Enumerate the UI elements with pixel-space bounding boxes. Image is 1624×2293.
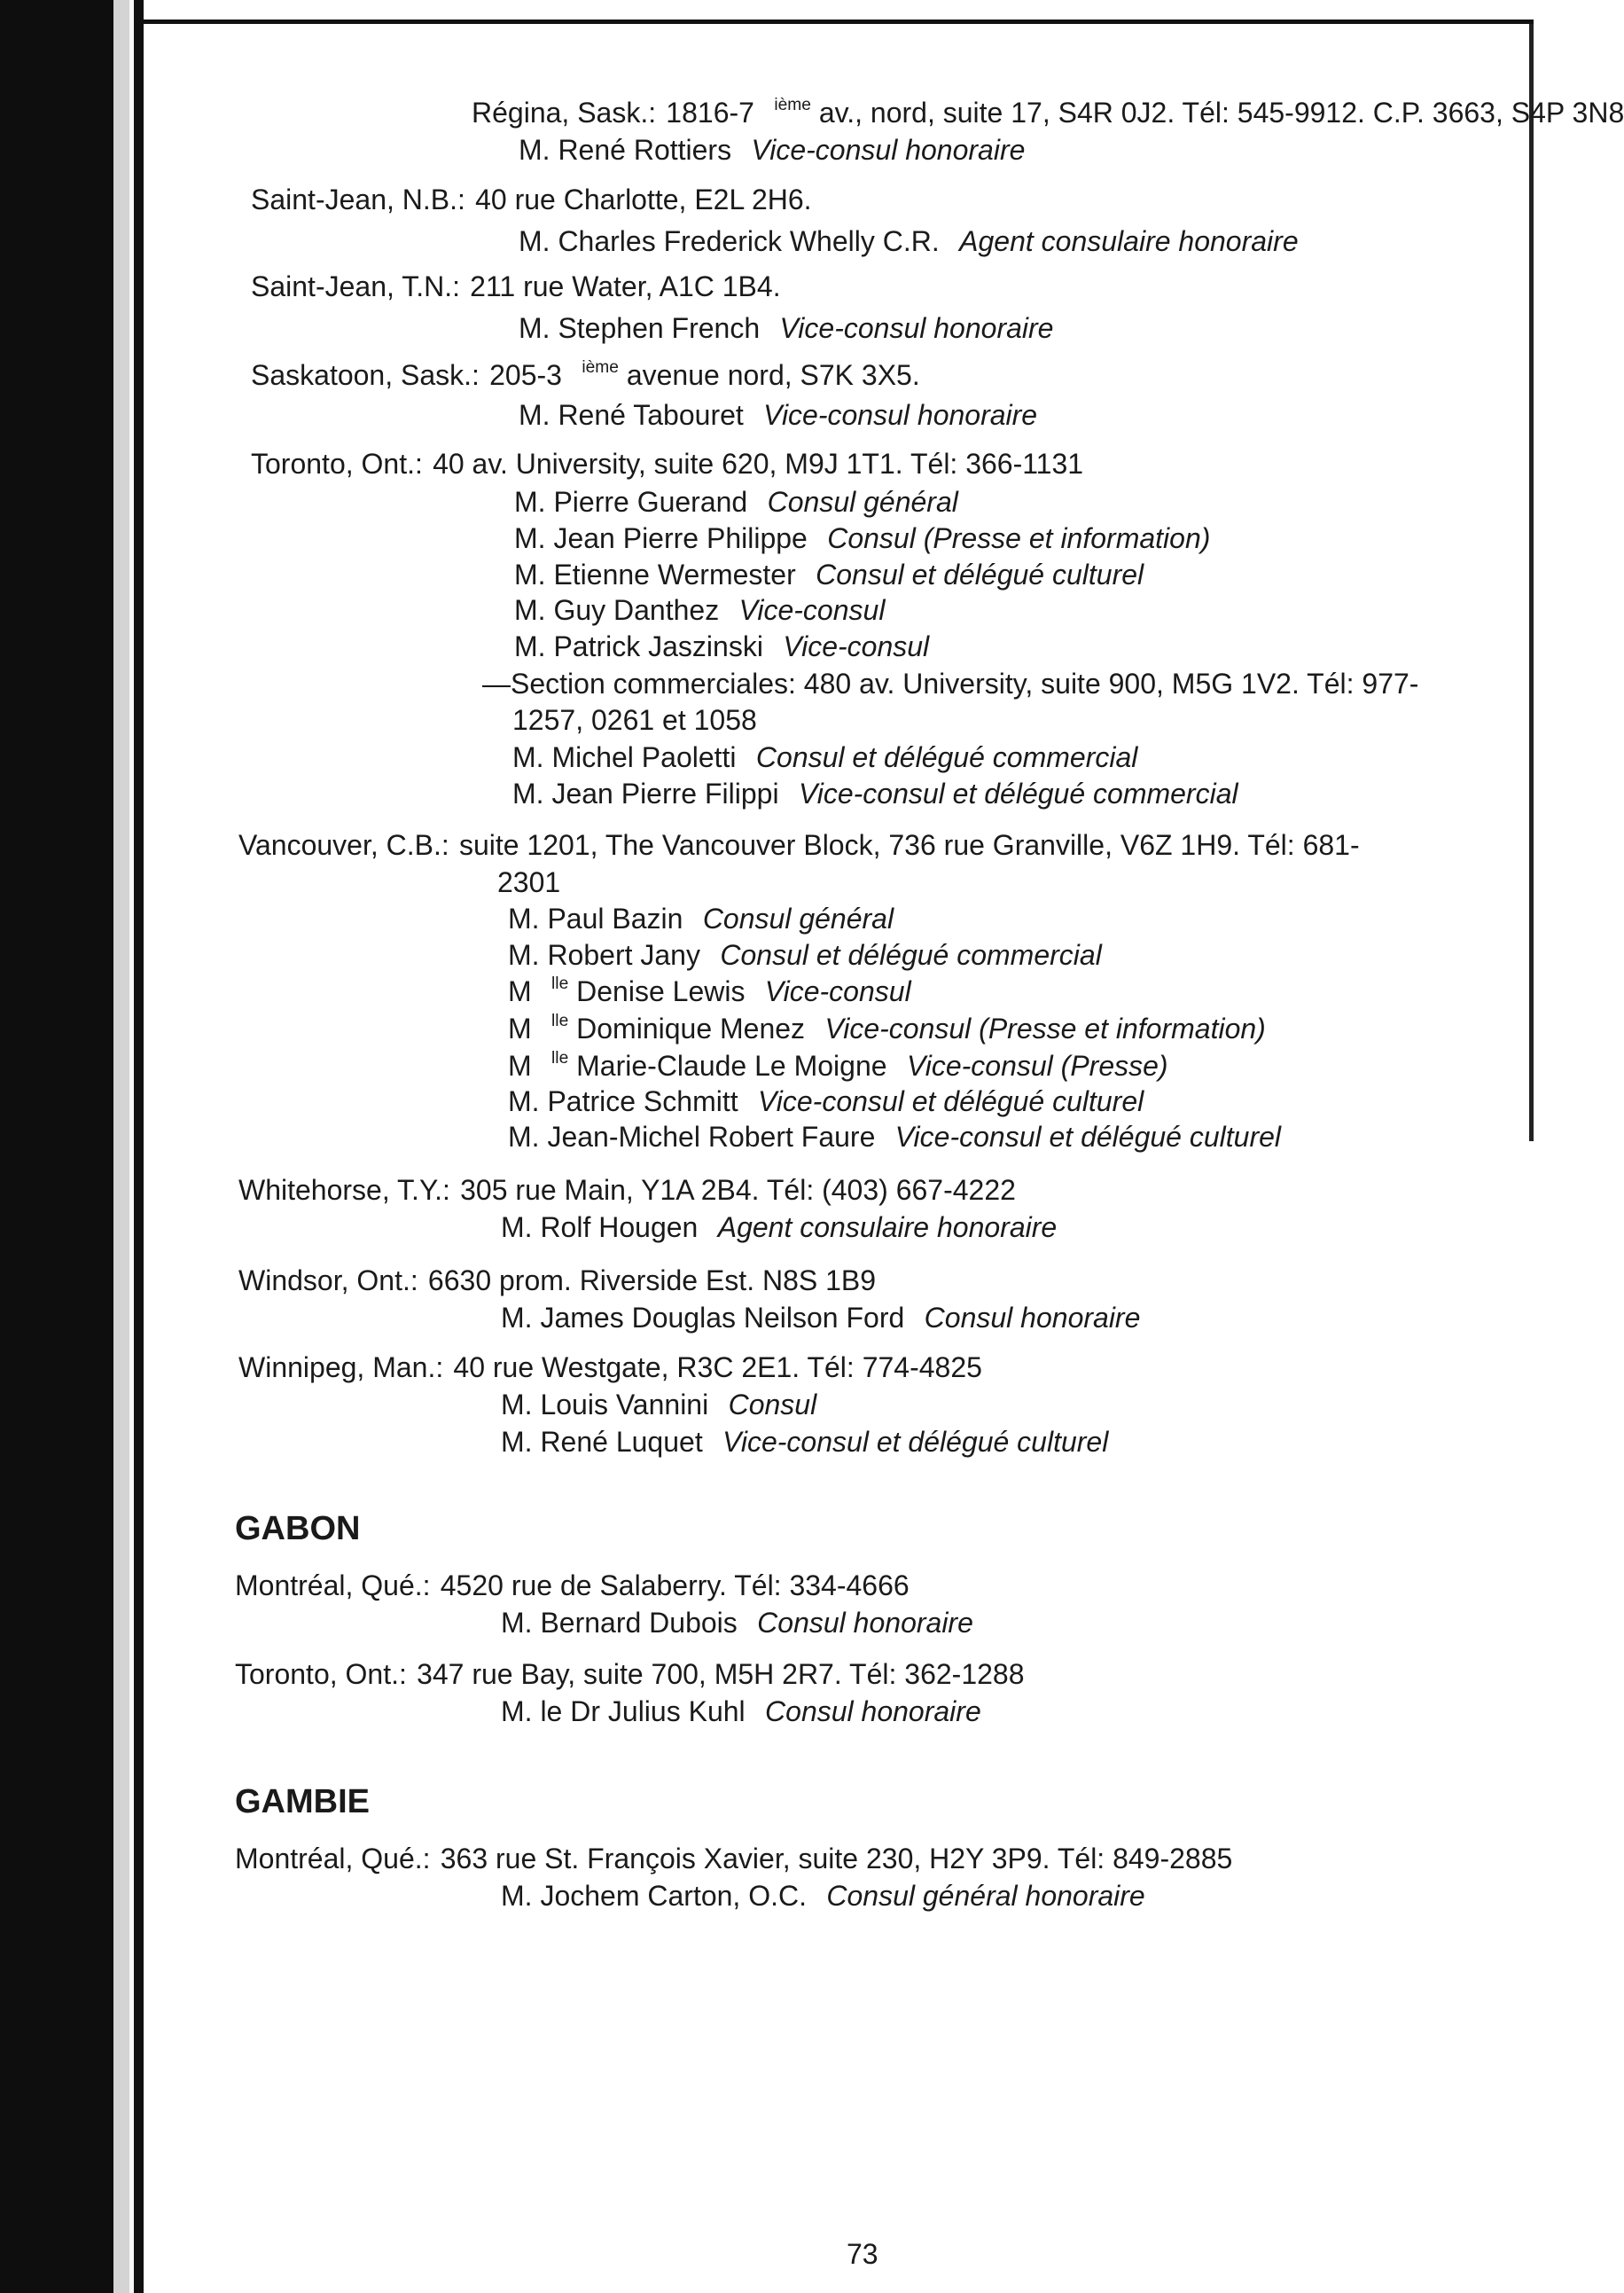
location-label: Saint-Jean, T.N.: [251, 270, 460, 302]
address-text: M [508, 1050, 532, 1082]
location-label: Saskatoon, Sask.: [251, 359, 480, 391]
address-text: 2301 [497, 866, 561, 898]
entry-detail-line [501, 1424, 1108, 1460]
address-text: M [508, 975, 532, 1007]
address-text: avenue nord, S7K 3X5. [618, 359, 920, 391]
person-name: M. Etienne Wermester [514, 559, 796, 591]
person-title: Consul et délégué culturel [816, 559, 1144, 591]
person-name: M. René Tabouret [519, 399, 744, 431]
person-title: Vice-consul honoraire [763, 399, 1038, 431]
person-name: M. Jean-Michel Robert Faure [508, 1121, 876, 1153]
person-name: M. Robert Jany [508, 939, 700, 971]
person-name: M. Michel Paoletti [512, 741, 737, 773]
person-name: Dominique Menez [568, 1013, 806, 1045]
entry-detail-line [482, 666, 1418, 701]
person-name: Denise Lewis [568, 975, 746, 1007]
entry-address-line [238, 1172, 1016, 1208]
address-text: av., nord, suite 17, S4R 0J2. Tél: 545-9912. C.P. 3663, S4P 3N8 [810, 97, 1624, 129]
person-name: M. Jochem Carton, O.C. [501, 1880, 807, 1912]
entry-detail-line [501, 1878, 1145, 1913]
entry-detail-line [497, 865, 560, 900]
entry-detail-line [501, 1387, 816, 1422]
right-rule [1529, 24, 1534, 1141]
country-heading: GABON [235, 1510, 361, 1547]
binding-shadow [113, 0, 129, 2293]
address-text: 40 rue Westgate, R3C 2E1. Tél: 774-4825 [453, 1351, 982, 1383]
entry-detail-line [514, 592, 885, 628]
entry-detail-line [512, 776, 1238, 811]
entry-detail-line [501, 1300, 1140, 1335]
person-name: M. Patrick Jaszinski [514, 630, 763, 662]
person-name: M. Patrice Schmitt [508, 1085, 738, 1117]
address-text: suite 1201, The Vancouver Block, 736 rue Granville, V6Z 1H9. Tél: 681- [458, 829, 1360, 861]
superscript: ième [774, 96, 811, 115]
entry-address-line [238, 1350, 982, 1385]
country-heading: GAMBIE [235, 1783, 370, 1820]
address-text: 211 rue Water, A1C 1B4. [470, 270, 781, 302]
person-title: Consul honoraire [924, 1302, 1141, 1334]
entry-detail-line [501, 1605, 973, 1640]
entry-address-line [472, 95, 1624, 130]
location-label: Toronto, Ont.: [251, 448, 423, 480]
entry-detail-line [508, 1084, 1144, 1119]
person-title: Vice-consul (Presse) [906, 1050, 1168, 1082]
entry-detail-line [519, 397, 1037, 433]
address-text: 6630 prom. Riverside Est. N8S 1B9 [427, 1264, 877, 1296]
person-title: Agent consulaire honoraire [717, 1211, 1058, 1243]
superscript: lle [551, 974, 569, 994]
entry-detail-line [514, 629, 929, 664]
person-name: M. Guy Danthez [514, 594, 720, 626]
entry-detail-line [508, 974, 911, 1009]
person-title: Vice-consul [738, 594, 886, 626]
entry-detail-line [519, 223, 1299, 259]
location-label: Saint-Jean, N.B.: [251, 184, 465, 215]
location-label: Vancouver, C.B.: [238, 829, 449, 861]
person-title: Vice-consul honoraire [751, 134, 1026, 166]
person-title: Vice-consul et délégué culturel [722, 1426, 1109, 1458]
person-name: M. Jean Pierre Philippe [514, 522, 808, 554]
address-text: 347 rue Bay, suite 700, M5H 2R7. Tél: 362-1288 [417, 1658, 1025, 1690]
person-title: Vice-consul et délégué commercial [798, 778, 1238, 810]
superscript: lle [551, 1012, 569, 1031]
entry-detail-line [514, 557, 1144, 592]
entry-address-line [235, 1841, 1232, 1876]
entry-detail-line [514, 520, 1210, 556]
entry-detail-line [508, 937, 1102, 973]
person-title: Consul et délégué commercial [755, 741, 1138, 773]
person-title: Vice-consul (Presse et information) [824, 1013, 1266, 1045]
person-name: M. Bernard Dubois [501, 1607, 738, 1639]
person-title: Consul général [702, 903, 894, 935]
entry-address-line [235, 1568, 910, 1603]
person-name: M. Paul Bazin [508, 903, 683, 935]
person-name: M. James Douglas Neilson Ford [501, 1302, 905, 1334]
location-label: Régina, Sask.: [472, 97, 657, 129]
location-label: Whitehorse, T.Y.: [238, 1174, 450, 1206]
entry-address-line [235, 1656, 1025, 1692]
entry-address-line [251, 357, 920, 393]
person-name: M. le Dr Julius Kuhl [501, 1695, 746, 1727]
person-title: Vice-consul et délégué culturel [758, 1085, 1144, 1117]
address-text: —Section commerciales: 480 av. University, suite 900, M5G 1V2. Tél: 977- [482, 668, 1419, 700]
location-label: Montréal, Qué.: [235, 1569, 431, 1601]
entry-address-line [238, 827, 1360, 863]
superscript: ième [582, 358, 619, 378]
entry-detail-line [501, 1694, 981, 1729]
person-name: M. Jean Pierre Filippi [512, 778, 779, 810]
address-text: 40 av. University, suite 620, M9J 1T1. Tél: 366-1131 [433, 448, 1084, 480]
address-text: M [508, 1013, 532, 1045]
entry-detail-line [512, 702, 757, 738]
person-title: Agent consulaire honoraire [959, 225, 1299, 257]
location-label: Toronto, Ont.: [235, 1658, 407, 1690]
address-text: 4520 rue de Salaberry. Tél: 334-4666 [440, 1569, 910, 1601]
address-text: 1257, 0261 et 1058 [512, 704, 757, 736]
entry-detail-line [508, 1011, 1266, 1046]
person-name: M. René Rottiers [519, 134, 732, 166]
entry-detail-line [514, 484, 958, 520]
entry-detail-line [519, 310, 1053, 346]
address-text: 363 rue St. François Xavier, suite 230, H2Y 3P9. Tél: 849-2885 [440, 1843, 1233, 1874]
entry-detail-line [501, 1209, 1057, 1245]
person-title: Vice-consul et délégué culturel [894, 1121, 1281, 1153]
person-name: M. Charles Frederick Whelly C.R. [519, 225, 940, 257]
binding-spine [0, 0, 113, 2293]
entry-detail-line [512, 740, 1137, 775]
person-title: Consul général honoraire [826, 1880, 1145, 1912]
person-title: Vice-consul [764, 975, 911, 1007]
person-name: M. Pierre Guerand [514, 486, 748, 518]
person-title: Consul (Presse et information) [827, 522, 1211, 554]
location-label: Winnipeg, Man.: [238, 1351, 444, 1383]
person-name: M. Stephen French [519, 312, 761, 344]
address-text: 305 rue Main, Y1A 2B4. Tél: (403) 667-4222 [460, 1174, 1016, 1206]
entry-address-line [238, 1263, 876, 1298]
entry-detail-line [519, 132, 1025, 168]
person-title: Consul [728, 1389, 817, 1420]
location-label: Montréal, Qué.: [235, 1843, 431, 1874]
person-name: M. René Luquet [501, 1426, 703, 1458]
address-text: 205-3 [489, 359, 562, 391]
person-title: Consul honoraire [757, 1607, 973, 1639]
person-title: Vice-consul [783, 630, 930, 662]
entry-detail-line [508, 901, 894, 936]
entry-detail-line [508, 1119, 1281, 1154]
superscript: lle [551, 1049, 569, 1068]
top-rule [144, 20, 1534, 24]
location-label: Windsor, Ont.: [238, 1264, 418, 1296]
entry-detail-line [508, 1048, 1168, 1084]
person-name: M. Rolf Hougen [501, 1211, 699, 1243]
person-title: Consul général [767, 486, 958, 518]
entry-address-line [251, 269, 781, 304]
person-name: Marie-Claude Le Moigne [568, 1050, 887, 1082]
entry-address-line [251, 446, 1083, 481]
entry-address-line [251, 182, 812, 217]
person-title: Consul honoraire [765, 1695, 981, 1727]
address-text: 1816-7 [666, 97, 754, 129]
address-text: 40 rue Charlotte, E2L 2H6. [475, 184, 812, 215]
binding-edge [134, 0, 144, 2293]
page-number: 73 [847, 2238, 878, 2270]
person-title: Consul et délégué commercial [720, 939, 1102, 971]
person-name: M. Louis Vannini [501, 1389, 709, 1420]
person-title: Vice-consul honoraire [779, 312, 1054, 344]
